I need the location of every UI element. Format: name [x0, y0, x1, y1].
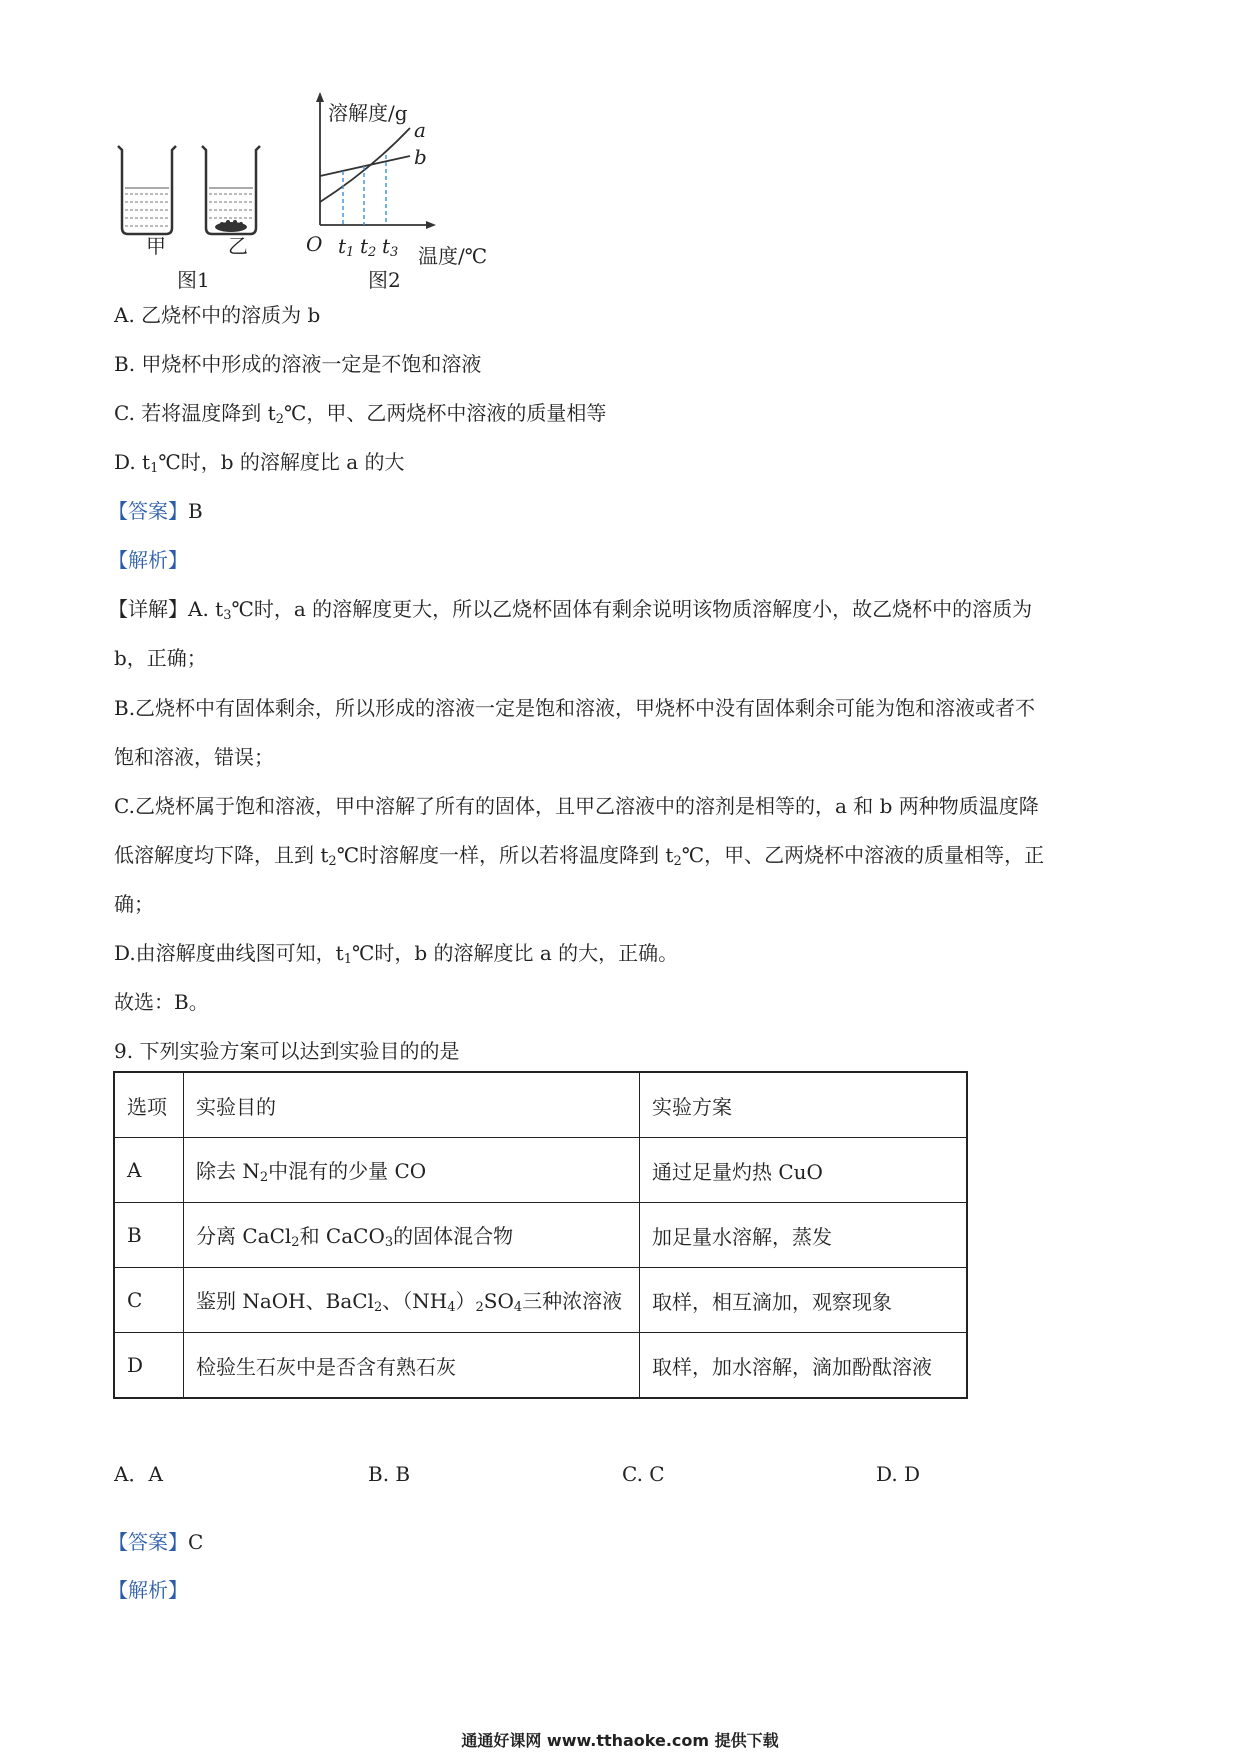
answer-tag: 【答案】 [108, 499, 188, 523]
q8-option-c: C. 若将温度降到 $t_2℃$，甲、乙两烧杯中溶液的质量相等 [114, 401, 607, 427]
q8-detail-a-cont: b，正确； [114, 646, 207, 670]
q9-answer: 【答案】C [108, 1530, 204, 1554]
curve-b-label: b [414, 145, 427, 169]
table-row: D 检验生石灰中是否含有熟石灰 取样，加水溶解，滴加酚酞溶液 [114, 1333, 967, 1399]
beaker-jia [118, 146, 176, 234]
q8-option-d: D. $t_1℃$时，b 的溶解度比 a 的大 [114, 450, 405, 476]
q8-detail-c1: C.乙烧杯属于饱和溶液，甲中溶解了所有的固体，且甲乙溶液中的溶剂是相等的，a 和 b 两种物质温度降 [114, 794, 1039, 818]
y-axis-label: 溶解度/g [328, 101, 408, 125]
table-header-row [114, 1072, 967, 1138]
t1-tick-label: $t_1$ [338, 234, 355, 260]
q8-analysis-tag: 【解析】 [108, 548, 188, 572]
q8-detail-c2: 低溶解度均下降，且到 $t_2℃$时溶解度一样，所以若将温度降到 $t_2℃$，甲、乙两烧杯中溶液的质量相等，正 [114, 843, 1045, 869]
q8-answer: 【答案】B [108, 499, 203, 523]
header-plan: 实验方案 [640, 1072, 968, 1138]
footer-watermark: 通通好课网 www.tthaoke.com 提供下载 [461, 1731, 779, 1750]
q9-option-c: C. C [622, 1462, 665, 1486]
y-axis-arrow [316, 92, 324, 102]
q9-stem: 9. 下列实验方案可以达到实验目的的是 [114, 1039, 460, 1063]
figure-1-caption: 图1 [177, 268, 210, 292]
table-row: B 分离 CaCl$_2$和 CaCO$_3$的固体混合物 加足量水溶解，蒸发 [114, 1203, 967, 1268]
q9-table [113, 1071, 968, 1399]
x-axis-label: 温度/℃ [418, 244, 488, 268]
q8-detail-c3: 确； [114, 892, 154, 916]
q8-choose: 故选：B。 [114, 990, 209, 1014]
q8-detail-d: D.由溶解度曲线图可知，$t_1℃$时，b 的溶解度比 a 的大，正确。 [114, 941, 679, 967]
beaker-yi-label: 乙 [228, 234, 248, 258]
q9-option-b: B. B [368, 1462, 411, 1486]
q8-detail-a: 【详解】A. $t_3℃$时，a 的溶解度更大，所以乙烧杯固体有剩余说明该物质溶解度小，故乙烧杯中的溶质为 [108, 597, 1033, 623]
q8-option-a: A. 乙烧杯中的溶质为 b [114, 303, 321, 327]
figure-2-caption: 图2 [368, 268, 401, 292]
x-axis-arrow [426, 221, 436, 229]
origin-label: O [306, 232, 323, 256]
table-row: A 除去 $N_2$中混有的少量 CO 通过足量灼热 CuO [114, 1138, 967, 1203]
t2-tick-label: $t_2$ [360, 234, 377, 260]
table-row: C 鉴别 NaOH、BaCl$_2$、$(NH_4)_2SO_4$三种浓溶液 取样，相互滴加，观察现象 [114, 1268, 967, 1333]
t3-tick-label: $t_3$ [382, 234, 399, 260]
beaker-jia-label: 甲 [146, 234, 166, 258]
q9-analysis-tag: 【解析】 [108, 1578, 188, 1602]
q8-option-b: B. 甲烧杯中形成的溶液一定是不饱和溶液 [114, 352, 482, 376]
q9-option-d: D. D [876, 1462, 921, 1486]
curve-b [320, 156, 410, 176]
q8-detail-b2: 饱和溶液，错误； [114, 745, 274, 769]
header-purpose: 实验目的 [184, 1072, 640, 1138]
curve-a [320, 128, 410, 202]
curve-a-label: a [414, 118, 426, 142]
beaker-yi [202, 146, 260, 234]
header-option: 选项 [114, 1072, 184, 1138]
q8-detail-b1: B.乙烧杯中有固体剩余，所以形成的溶液一定是饱和溶液，甲烧杯中没有固体剩余可能为饱和溶液或者不 [114, 696, 1036, 720]
q9-option-a: A．A [114, 1462, 163, 1486]
